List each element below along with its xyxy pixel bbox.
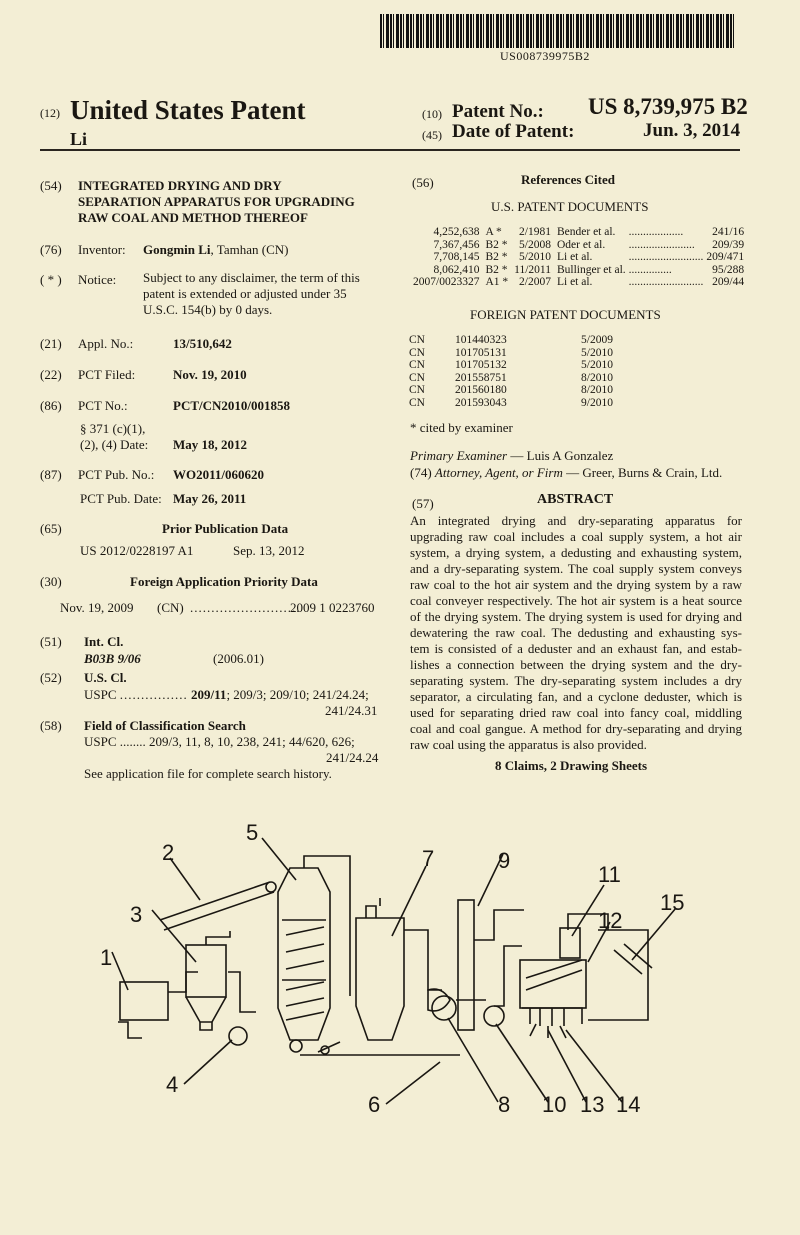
code-74: (74) (410, 465, 432, 480)
attorney-name: — Greer, Burns & Crain, Ltd. (562, 465, 723, 480)
code-65: (65) (40, 521, 62, 536)
drawing-part-9 (458, 900, 474, 1030)
patent-number: US 8,739,975 B2 (588, 94, 748, 119)
appl-number: 13/510,642 (173, 336, 232, 351)
s371-line: § 371 (c)(1), (80, 421, 146, 436)
drawing-label: 3 (130, 902, 143, 927)
references-heading: References Cited (521, 172, 615, 187)
examiner-name: — Luis A Gonzalez (507, 448, 614, 463)
us-patent-cell-name: Li et al. (556, 276, 593, 288)
us-docs-heading: U.S. PATENT DOCUMENTS (491, 199, 649, 214)
abstract-line: of the drying system. The drying system is used for drying and (410, 609, 742, 624)
s371-date: May 18, 2012 (173, 437, 248, 452)
drawing-part-2 (160, 882, 274, 930)
patent-no-label: Patent No.: (452, 101, 544, 122)
us-patent-cell-date: 2/2007 (519, 276, 551, 288)
see-application-note: See application file for complete search history. (84, 766, 332, 781)
uspc-values: 209/3, 11, 8, 10, 238, 241; 44/620, 626; (149, 734, 355, 749)
us-patent-cell-dots: .......................... (628, 251, 704, 263)
foreign-patent-cell-country: CN (409, 396, 425, 409)
us-patent-cell-dots: ............... (628, 263, 672, 276)
foreign-patent-cell-country: CN (409, 359, 425, 371)
uspc-continued: 241/24.24 (326, 750, 379, 765)
foreign-priority-date: Nov. 19, 2009 (60, 600, 134, 615)
code-45: (45) (422, 128, 442, 142)
barcode-number: US008739975B2 (500, 49, 590, 63)
foreign-patent-cell-no: 101440323 (455, 334, 507, 346)
dot-leader: ................ (119, 687, 188, 702)
uspc-rest: ; 209/3; 209/10; 241/24.24; (226, 687, 369, 702)
abstract-line: tem is consisted of a deduster and an exhaust fan, and estab- (410, 641, 742, 656)
foreign-docs-heading: FOREIGN PATENT DOCUMENTS (470, 307, 661, 322)
drawing-label: 5 (246, 820, 259, 845)
foreign-patent-cell-date: 5/2009 (581, 334, 613, 346)
code-86: (86) (40, 398, 62, 413)
abstract-line: used for separating dried raw coal into fancy coal, middling (410, 705, 742, 720)
abstract-line: An integrated drying and dry-separating apparatus for (410, 513, 742, 528)
code-76: (76) (40, 242, 62, 257)
inventor-label: Inventor: (78, 242, 126, 257)
inventor-short: Li (70, 129, 88, 149)
uspc-main: 209/11 (191, 687, 227, 702)
pct-pub-number: WO2011/060620 (173, 467, 265, 482)
pct-no-label: PCT No.: (78, 398, 128, 413)
uspc-label: USPC (84, 687, 117, 702)
us-patent-cell-kind: B2 * (485, 251, 508, 263)
foreign-patent-cell-no: 101705132 (455, 359, 507, 371)
drawing-label: 14 (616, 1092, 641, 1117)
document-title: United States Patent (70, 95, 306, 125)
code-12: (12) (40, 106, 60, 120)
patent-date: Jun. 3, 2014 (643, 120, 741, 141)
foreign-patent-cell-date: 8/2010 (581, 384, 613, 396)
drawing-label: 13 (580, 1092, 605, 1117)
abstract-line: coal and coal gangue. A method for dry-separating and drying (410, 721, 742, 736)
drawing-part-5 (278, 868, 330, 1040)
us-patent-cell-name: Bullinger et al. (556, 263, 626, 276)
examiner-label: Primary Examiner (410, 448, 508, 463)
us-patent-cell-cls: 209/471 (706, 251, 745, 263)
title-line: SEPARATION APPARATUS FOR UPGRADING (78, 194, 355, 209)
us-patent-cell-date: 5/2008 (519, 238, 551, 251)
abstract-line: upgrading raw coal includes a coal supply system, a hot air (410, 529, 742, 544)
us-patent-cell-no: 2007/0023327 (413, 276, 480, 288)
us-patent-cell-kind: B2 * (485, 263, 508, 276)
foreign-patent-cell-country: CN (409, 334, 425, 346)
foreign-patent-cell-date: 5/2010 (581, 346, 613, 359)
code-87: (87) (40, 467, 62, 482)
drawing-label: 10 (542, 1092, 567, 1117)
prior-pub-number: US 2012/0228197 A1 (80, 543, 194, 558)
us-patent-cell-no: 7,708,145 (433, 251, 480, 263)
us-patent-cell-no: 8,062,410 (433, 263, 480, 276)
drawing-label: 6 (368, 1092, 381, 1117)
dot-leader: ........ (119, 734, 146, 749)
foreign-priority-number: 2009 1 0223760 (290, 600, 375, 615)
prior-pub-date: Sep. 13, 2012 (233, 543, 305, 558)
us-patent-cell-date: 2/1981 (519, 226, 551, 238)
drawing-label: 2 (162, 840, 175, 865)
drawing-part-11 (560, 928, 580, 958)
abstract-line: separator, a circulating fan, and a cyclone deduster, which is (410, 689, 742, 704)
foreign-patent-cell-no: 101705131 (455, 346, 507, 359)
abstract-line: coal conveyer respectively. The hot air system is a heat source (410, 593, 742, 608)
us-patent-cell-cls: 209/39 (712, 238, 745, 251)
pct-pub-date-label: PCT Pub. Date: (80, 491, 162, 506)
drawing-part-4 (228, 972, 256, 1012)
cited-note: * cited by examiner (410, 420, 513, 435)
date-label: Date of Patent: (452, 121, 575, 142)
foreign-patent-cell-no: 201558751 (455, 371, 507, 384)
us-patent-cell-name: Li et al. (556, 251, 593, 263)
us-patent-cell-no: 4,252,638 (433, 226, 480, 238)
drawing-label: 15 (660, 890, 685, 915)
abstract-line: system, a drying system, a dedusting and exhausting system, (410, 545, 742, 560)
code-56: (56) (412, 175, 434, 190)
us-cl-label: U.S. Cl. (84, 670, 127, 685)
drawing-label: 12 (598, 908, 623, 933)
field-search-label: Field of Classification Search (84, 718, 246, 733)
pct-number: PCT/CN2010/001858 (173, 398, 290, 413)
title-line: RAW COAL AND METHOD THEREOF (78, 210, 308, 225)
prior-pub-heading: Prior Publication Data (162, 521, 289, 536)
foreign-patent-cell-date: 9/2010 (581, 396, 613, 409)
drawing-label: 1 (100, 945, 113, 970)
us-patent-cell-cls: 241/16 (712, 226, 745, 238)
drawing-part-15 (588, 930, 648, 1020)
us-patent-cell-dots: ....................... (628, 238, 695, 251)
pct-filed-label: PCT Filed: (78, 367, 136, 382)
code-54: (54) (40, 178, 62, 193)
us-patent-cell-no: 7,367,456 (433, 238, 480, 251)
pct-filed-date: Nov. 19, 2010 (173, 367, 247, 382)
int-cl-code: B03B 9/06 (84, 651, 141, 666)
us-patent-cell-dots: .......................... (628, 276, 704, 288)
us-patent-cell-kind: A * (485, 226, 502, 238)
drawing-label: 8 (498, 1092, 511, 1117)
notice-line: Subject to any disclaimer, the term of this (143, 270, 360, 285)
foreign-patent-cell-country: CN (409, 371, 425, 384)
abstract-line: lishes a connection between the drying system and the dry- (410, 657, 742, 672)
uspc-label: USPC (84, 734, 117, 749)
us-patent-cell-date: 11/2011 (514, 263, 551, 276)
drawing-label: 11 (598, 862, 621, 887)
inventor-name: Gongmin Li (143, 242, 211, 257)
abstract-line: separating system. The dry-separating system includes a dry (410, 673, 742, 688)
foreign-patent-cell-date: 8/2010 (581, 371, 613, 384)
drawing-label: 7 (422, 846, 435, 871)
foreign-patent-cell-no: 201560180 (455, 384, 507, 396)
appl-label: Appl. No.: (78, 336, 134, 351)
int-cl-label: Int. Cl. (84, 634, 124, 649)
drawing-label: 9 (498, 848, 511, 873)
claims-sheets: 8 Claims, 2 Drawing Sheets (495, 758, 648, 773)
us-patent-cell-name: Oder et al. (556, 238, 606, 251)
notice-line: U.S.C. 154(b) by 0 days. (143, 302, 273, 317)
pct-pub-date: May 26, 2011 (173, 491, 247, 506)
us-patent-cell-cls: 95/288 (712, 263, 745, 276)
code-57: (57) (412, 496, 434, 511)
us-patent-cell-cls: 209/44 (712, 276, 745, 288)
drawing-label: 4 (166, 1072, 179, 1097)
drawing-part-12 (520, 960, 586, 1008)
foreign-patent-cell-country: CN (409, 346, 425, 359)
code-22: (22) (40, 367, 62, 382)
foreign-patent-cell-date: 5/2010 (581, 359, 613, 371)
abstract-heading: ABSTRACT (537, 492, 614, 507)
us-patent-cell-kind: A1 * (485, 276, 509, 288)
notice-line: patent is extended or adjusted under 35 (143, 286, 347, 301)
foreign-priority-heading: Foreign Application Priority Data (130, 574, 318, 589)
foreign-priority-country: (CN) (157, 600, 184, 615)
title-line: INTEGRATED DRYING AND DRY (78, 178, 282, 193)
abstract-line: and a dry-separating system. The coal supply system conveys (410, 561, 742, 576)
abstract-line: dewatering the raw coal. The dedusting and exhausting sys- (410, 625, 742, 640)
inventor-location: , Tamhan (CN) (210, 242, 289, 257)
attorney-label: Attorney, Agent, or Firm (434, 465, 563, 480)
code-10: (10) (422, 107, 442, 121)
uspc-continued: 241/24.31 (325, 703, 378, 718)
foreign-patent-cell-country: CN (409, 384, 425, 396)
code-52: (52) (40, 670, 62, 685)
foreign-patent-cell-no: 201593043 (455, 396, 507, 409)
code-notice: ( * ) (40, 272, 62, 287)
dot-leader: .......................... (190, 600, 301, 615)
drawing-part-1-base (118, 990, 142, 1038)
s371-line: (2), (4) Date: (80, 437, 149, 452)
us-patent-cell-date: 5/2010 (519, 251, 551, 263)
drawing-part-7 (356, 918, 404, 1040)
code-21: (21) (40, 336, 62, 351)
us-patent-cell-dots: ................... (628, 226, 684, 238)
code-51: (51) (40, 634, 62, 649)
abstract-line: raw coal to the hot air system and the drying system by a raw (410, 577, 742, 592)
abstract-line: raw coal using the apparatus is also provided. (410, 737, 647, 752)
code-58: (58) (40, 718, 62, 733)
code-30: (30) (40, 574, 62, 589)
us-patent-cell-name: Bender et al. (556, 226, 616, 238)
pct-pub-no-label: PCT Pub. No.: (78, 467, 155, 482)
drawing-part-3 (186, 945, 226, 997)
us-patent-cell-kind: B2 * (485, 238, 508, 251)
notice-label: Notice: (78, 272, 117, 287)
int-cl-year: (2006.01) (213, 651, 264, 666)
drawing-part-10 (484, 1006, 504, 1026)
